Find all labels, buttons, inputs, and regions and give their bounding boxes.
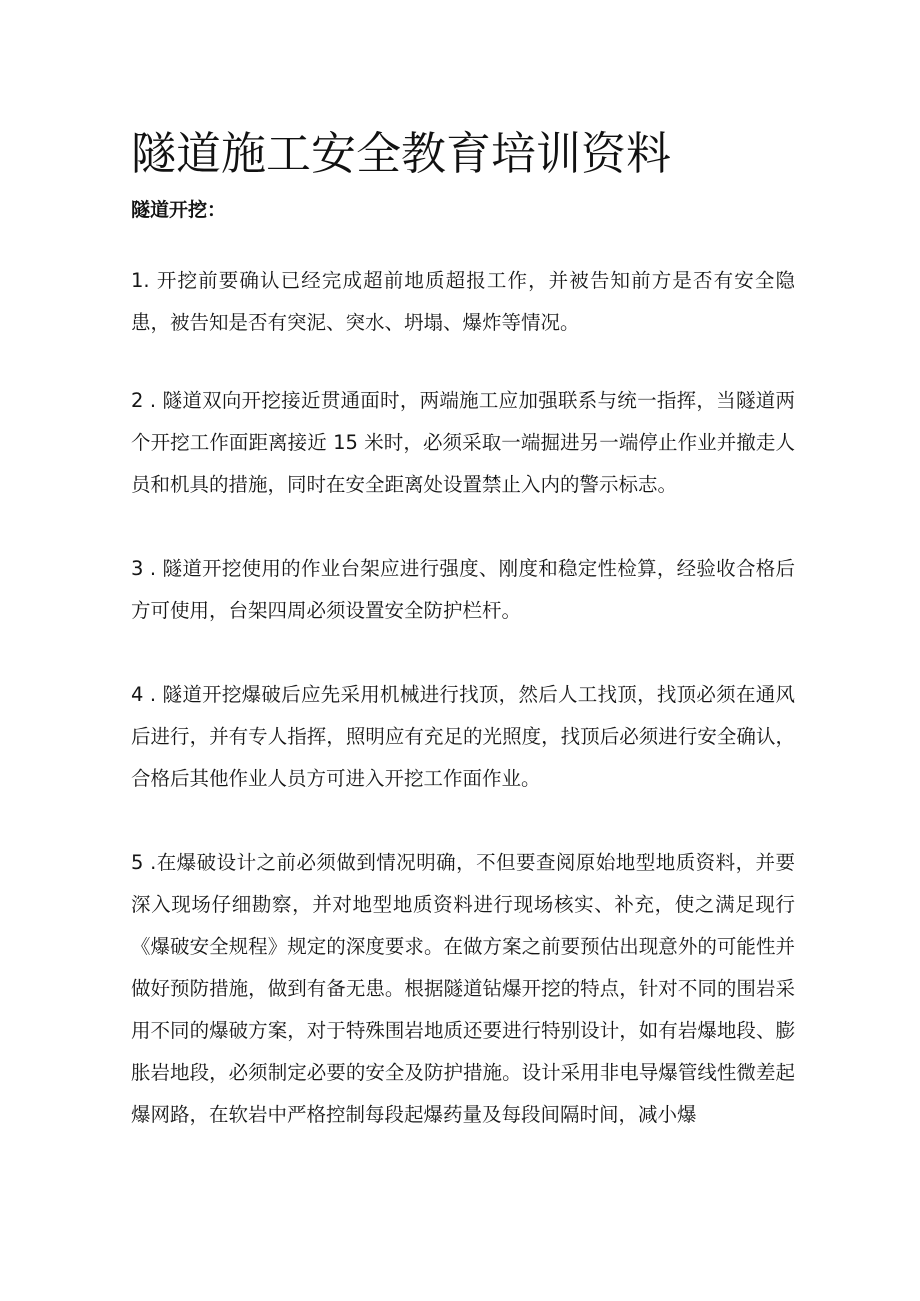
paragraph-item-1: 1. 开挖前要确认已经完成超前地质超报工作，并被告知前方是否有安全隐患，被告知是否有突泥、突水、坍塌、爆炸等情况。 xyxy=(131,269,795,334)
paragraph-item-3: 3 . 隧道开挖使用的作业台架应进行强度、刚度和稳定性检算，经验收合格后方可使用，台架四周必须设置安全防护栏杆。 xyxy=(131,557,795,622)
section-heading: 隧道开挖： xyxy=(131,199,227,221)
paragraph-item-5: 5 .在爆破设计之前必须做到情况明确，不但要查阅原始地型地质资料，并要深入现场仔细勘察，并对地型地质资料进行现场核实、补充，使之满足现行《爆破安全规程》规定的深度要求。在做方案之前要预估出现意外的可能性并做好预防措施，做到有备无患。根据隧道钻爆开挖的特点，针对不同的围岩采用不同的爆破方案，对于特殊围岩地质还要进行特别设计，如有岩爆地段、膨胀岩地段，必须制定必要的安全及防护措施。设计采用非电导爆管线性微差起爆网路，在软岩中严格控制每段起爆药量及每段间隔时间，减小爆 xyxy=(131,851,795,1126)
document-title: 隧道施工安全教育培训资料 xyxy=(131,127,672,180)
paragraph-item-2: 2 . 隧道双向开挖接近贯通面时，两端施工应加强联系与统一指挥，当隧道两个开挖工作面距离接近 15 米时，必须采取一端掘进另一端停止作业并撤走人员和机具的措施，同时在安全距离处设置禁止入内的警示标志。 xyxy=(131,389,795,496)
paragraph-item-4: 4 . 隧道开挖爆破后应先采用机械进行找顶，然后人工找顶，找顶必须在通风后进行，并有专人指挥，照明应有充足的光照度，找顶后必须进行安全确认，合格后其他作业人员方可进入开挖工作面作业。 xyxy=(131,683,795,790)
